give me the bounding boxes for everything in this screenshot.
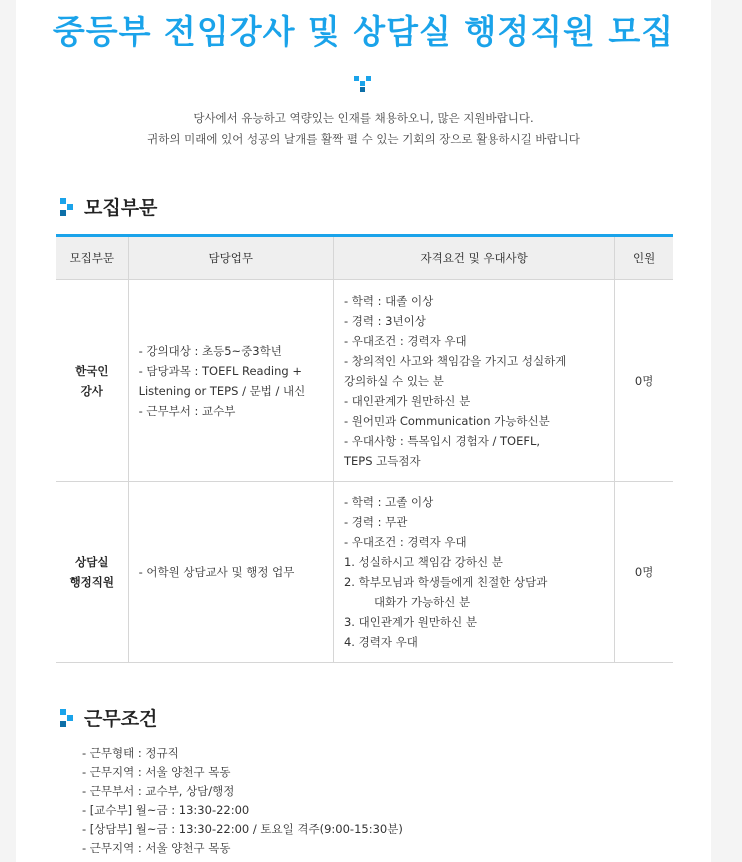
conditions-section-heading [60,704,157,731]
requirement-line: TEPS 고득점자 [343,453,421,468]
requirement-cell [333,482,614,663]
job-posting-page [16,0,711,862]
dept-label: 상담실 [75,555,109,569]
page-title: 중등부 전임강사 및 상담실 행정직원 모집 [52,12,675,51]
requirement-line: 대화가 가능하신 분 [373,595,471,609]
duty-line: Listening or TEPS / 문법 / 내신 [138,383,306,398]
duty-cell [128,280,333,482]
duty-line: - 어학원 상담교사 및 행정 업무 [138,565,295,579]
condition-item: - [교수부] 월~금 : 13:30-22:00 [82,803,250,817]
column-header: 담당업무 [128,236,333,280]
requirement-line: 강의하실 수 있는 분 [343,373,444,388]
conditions-list [82,744,403,858]
dept-label: 한국인 [75,363,109,378]
headcount-cell: 0명 [615,280,673,482]
recruit-section-heading [60,193,157,220]
condition-item: - 근무부서 : 교수부, 상담/행정 [82,784,235,798]
duty-line: - 담당과목 : TOEFL Reading + [138,363,302,378]
headcount-cell: 0명 [615,482,673,663]
intro-text [16,108,711,150]
requirement-line: - 창의적인 사고와 책임감을 가지고 성실하게 [343,353,567,368]
column-header: 모집부문 [56,236,128,280]
requirement-line: - 경력 : 3년이상 [343,313,426,328]
requirement-line: - 학력 : 대졸 이상 [343,293,434,308]
column-header: 인원 [615,236,673,280]
condition-item: - 근무지역 : 서울 양천구 목동 [82,765,231,779]
dept-label: 강사 [80,383,103,398]
dept-cell [56,280,128,482]
condition-item: - 근무형태 : 정규직 [82,746,179,760]
duty-line: - 강의대상 : 초등5~중3학년 [138,343,282,358]
table-row [56,280,673,482]
duty-cell [128,482,333,663]
requirement-line: - 대인관계가 원만하신 분 [343,393,471,408]
requirement-line: - 우대사항 : 특목입시 경험자 / TOEFL, [343,433,541,448]
section-bullet-icon [60,709,74,727]
table-header-row [56,236,673,280]
requirement-line: 2. 학부모님과 학생들에게 친절한 상담과 [343,575,548,589]
requirement-line: 3. 대인관계가 원만하신 분 [343,615,477,629]
intro-line: 귀하의 미래에 있어 성공의 날개를 활짝 펼 수 있는 기회의 장으로 활용하시길 바랍니다 [147,132,580,146]
requirement-line: - 우대조건 : 경력자 우대 [343,535,467,549]
section-heading-label: 근무조건 [84,708,158,730]
requirement-line: - 경력 : 무관 [343,515,408,529]
requirement-line: - 원어민과 Communication 가능하신분 [343,413,550,428]
decoration-icon [354,76,372,92]
dept-cell [56,482,128,663]
recruit-table [56,234,673,663]
requirement-line: - 학력 : 고졸 이상 [343,495,434,509]
requirement-line: 4. 경력자 우대 [343,635,418,649]
table-row [56,482,673,663]
requirement-line: - 우대조건 : 경력자 우대 [343,333,467,348]
requirement-line: 1. 성실하시고 책임감 강하신 분 [343,555,503,569]
section-heading-label: 모집부문 [84,197,158,219]
duty-line: - 근무부서 : 교수부 [138,403,236,418]
intro-line: 당사에서 유능하고 역량있는 인재를 채용하오니, 많은 지원바랍니다. [193,111,534,125]
requirement-cell [333,280,614,482]
column-header: 자격요건 및 우대사항 [333,236,614,280]
dept-label: 행정직원 [69,575,114,589]
condition-item: - [상담부] 월~금 : 13:30-22:00 / 토요일 격주(9:00-15:30분) [82,822,403,836]
condition-item: - 근무지역 : 서울 양천구 목동 [82,841,231,855]
section-bullet-icon [60,198,74,216]
